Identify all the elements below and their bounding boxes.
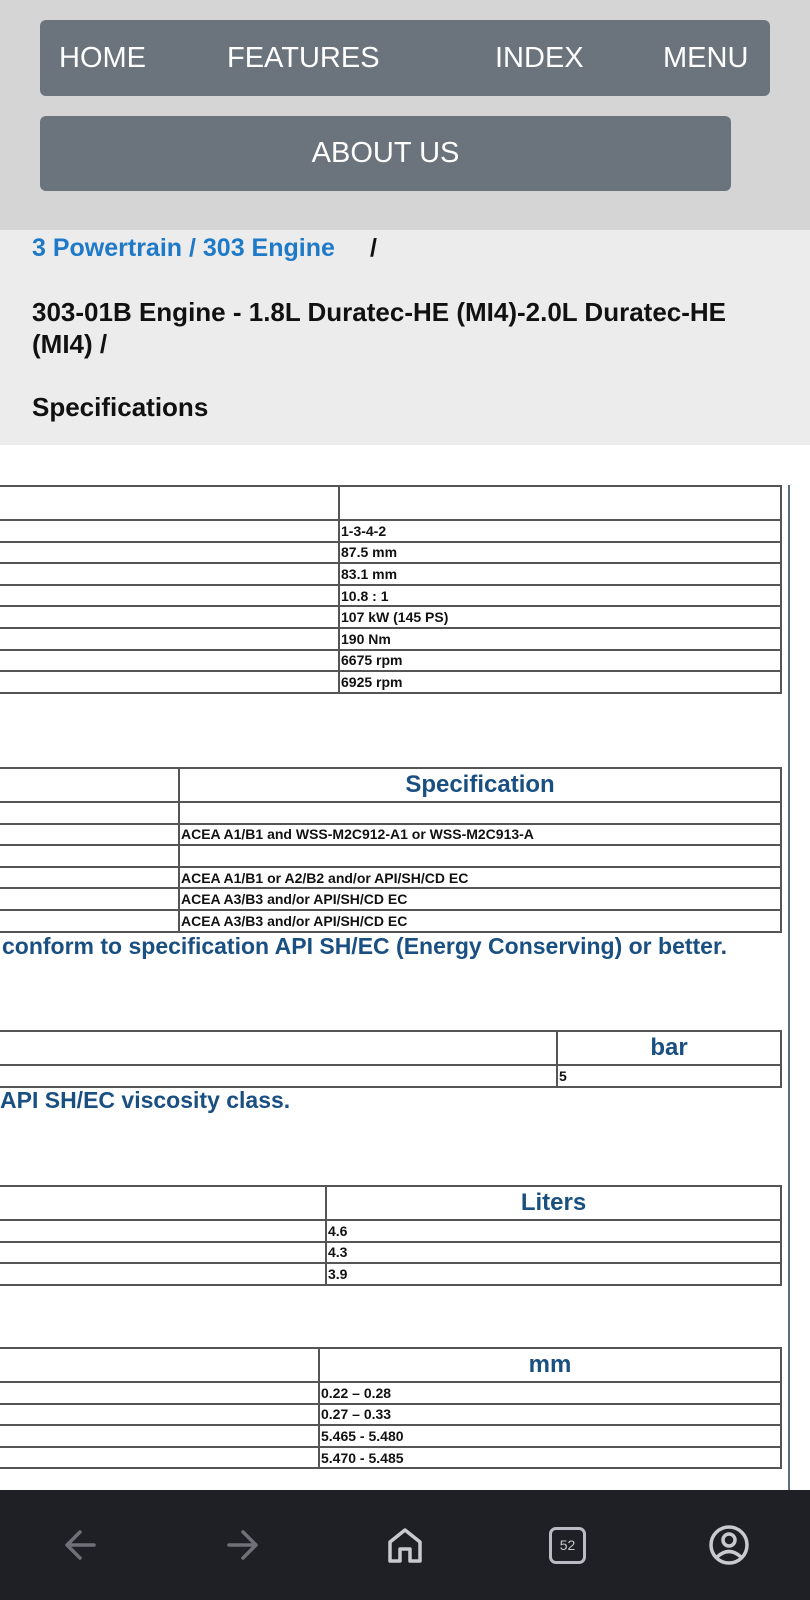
- site-header: [0, 0, 810, 230]
- table-row: [0, 563, 781, 585]
- table-row: [0, 845, 781, 867]
- home-icon[interactable]: [380, 1520, 430, 1570]
- table-row: [0, 542, 781, 564]
- breadcrumb: [0, 230, 810, 445]
- column-header: mm: [319, 1348, 781, 1382]
- table-cell: 4.3: [326, 1242, 781, 1264]
- table-cell: 0.22 – 0.28: [319, 1382, 781, 1404]
- spec-content[interactable]: [0, 445, 810, 1490]
- table-row: [0, 650, 781, 672]
- table-cell: 107 kW (145 PS): [339, 606, 781, 628]
- account-icon[interactable]: [704, 1520, 754, 1570]
- nav-home[interactable]: HOME: [59, 42, 146, 74]
- breadcrumb-link[interactable]: 3 Powertrain / 303 Engine: [32, 234, 335, 262]
- table-cell: 10.8 : 1: [339, 585, 781, 607]
- table-cell: ACEA A1/B1 and WSS-M2C912-A1 or WSS-M2C913-A: [179, 824, 781, 846]
- nav-features[interactable]: FEATURES: [227, 42, 380, 74]
- table-header-row: [0, 1031, 781, 1065]
- table-row: [0, 910, 781, 932]
- table-row: [0, 628, 781, 650]
- table-cell: ACEA A1/B1 or A2/B2 and/or API/SH/CD EC: [179, 867, 781, 889]
- table-cell: 3.9: [326, 1263, 781, 1285]
- table-cell: ACEA A3/B3 and/or API/SH/CD EC: [179, 888, 781, 910]
- oil-capacity-table: [0, 1185, 782, 1286]
- table-cell: 1-3-4-2: [339, 520, 781, 542]
- table-row: [0, 802, 781, 824]
- general-specs-table: [0, 485, 782, 694]
- table-cell: 190 Nm: [339, 628, 781, 650]
- table-row: [0, 520, 781, 542]
- viscosity-note: API SH/EC viscosity class.: [0, 1087, 291, 1113]
- content-divider: [788, 485, 790, 1490]
- oil-spec-note: conform to specification API SH/EC (Energy Conserving) or better.: [2, 933, 728, 959]
- table-row: [0, 486, 781, 520]
- table-cell: 6925 rpm: [339, 671, 781, 693]
- browser-bottom-bar: [0, 1490, 810, 1600]
- nav-index[interactable]: INDEX: [495, 42, 584, 74]
- oil-spec-table: [0, 767, 782, 933]
- table-row: [0, 1065, 781, 1087]
- table-row: [0, 867, 781, 889]
- table-cell: 5.465 - 5.480: [319, 1425, 781, 1447]
- nav-menu[interactable]: MENU: [663, 42, 749, 74]
- oil-pressure-table: [0, 1030, 782, 1088]
- page-subtitle: Specifications: [32, 392, 209, 422]
- breadcrumb-separator: /: [370, 234, 377, 262]
- table-row: [0, 824, 781, 846]
- table-cell: ACEA A3/B3 and/or API/SH/CD EC: [179, 910, 781, 932]
- table-cell: 4.6: [326, 1220, 781, 1242]
- nav-about-us[interactable]: ABOUT US: [40, 116, 731, 191]
- table-row: [0, 585, 781, 607]
- table-row: [0, 1220, 781, 1242]
- table-row: [0, 1263, 781, 1285]
- table-cell: [179, 845, 781, 867]
- table-row: [0, 1242, 781, 1264]
- table-row: [0, 606, 781, 628]
- table-header-row: [0, 1186, 781, 1220]
- table-cell: [179, 802, 781, 824]
- table-row: [0, 1447, 781, 1469]
- table-header-row: [0, 1348, 781, 1382]
- table-row: [0, 1404, 781, 1426]
- table-row: [0, 1425, 781, 1447]
- top-navbar: [40, 20, 770, 96]
- table-row: [0, 888, 781, 910]
- forward-arrow-icon[interactable]: [217, 1520, 267, 1570]
- column-header: Liters: [326, 1186, 781, 1220]
- table-cell: 83.1 mm: [339, 563, 781, 585]
- table-header-row: [0, 768, 781, 802]
- table-row: [0, 1382, 781, 1404]
- column-header: bar: [557, 1031, 781, 1065]
- table-cell: 5: [557, 1065, 781, 1087]
- table-cell: 6675 rpm: [339, 650, 781, 672]
- tabs-icon[interactable]: 52: [549, 1527, 586, 1564]
- column-header: Specification: [179, 768, 781, 802]
- table-cell: 87.5 mm: [339, 542, 781, 564]
- back-arrow-icon[interactable]: [56, 1520, 106, 1570]
- table-row: [0, 671, 781, 693]
- clearance-table: [0, 1347, 782, 1469]
- table-cell: 5.470 - 5.485: [319, 1447, 781, 1469]
- page-title: 303-01B Engine - 1.8L Duratec-HE (MI4)-2.0L Duratec-HE (MI4) /: [32, 297, 727, 359]
- table-cell: 0.27 – 0.33: [319, 1404, 781, 1426]
